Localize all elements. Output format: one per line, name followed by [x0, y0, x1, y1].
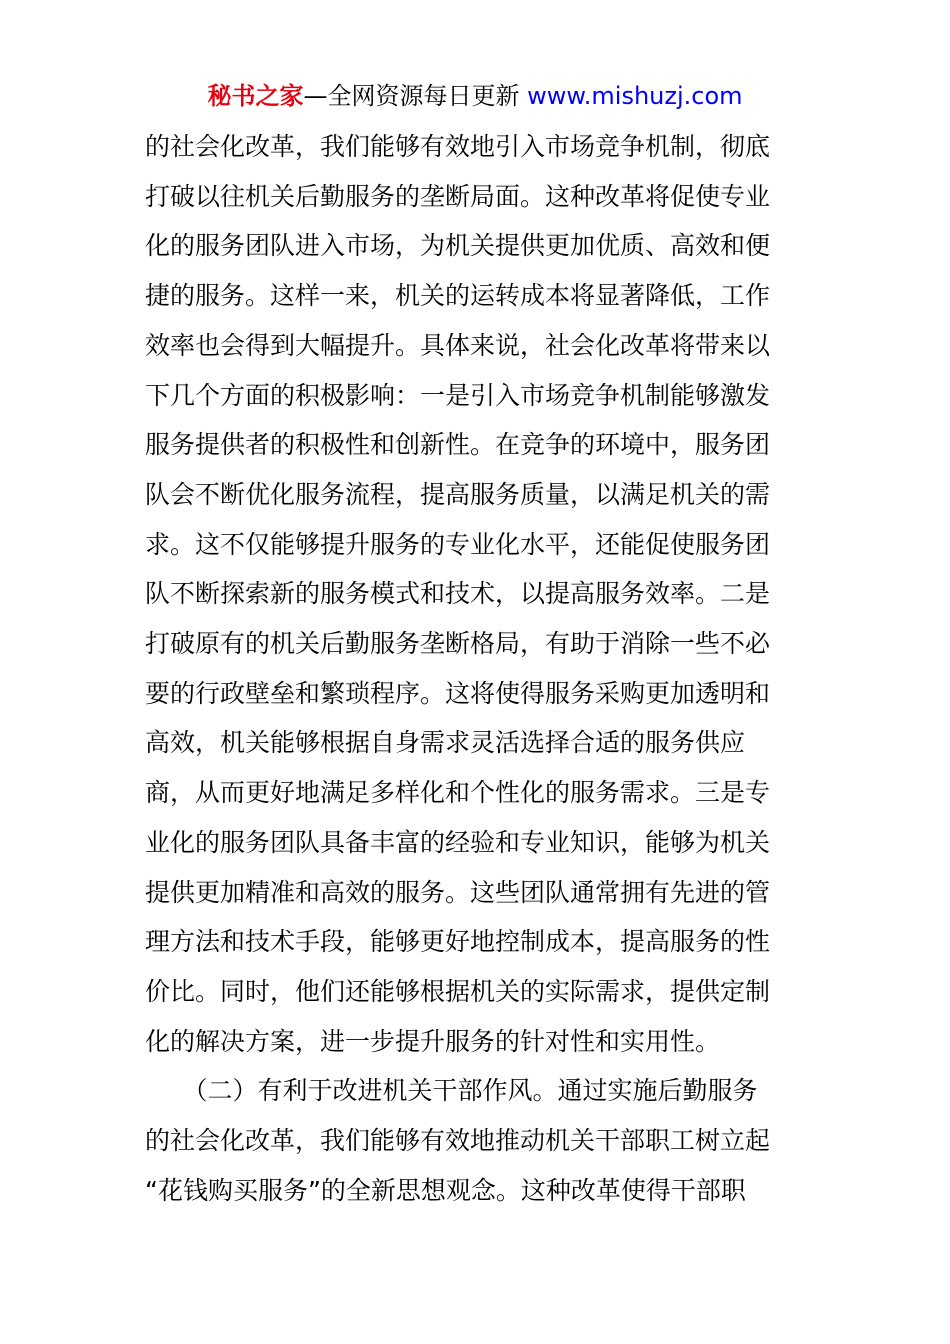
text-line: 打破原有的机关后勤服务垄断格局，有助于消除一些不必	[145, 629, 771, 659]
text-line: 捷的服务。这样一来，机关的运转成本将显著降低，工作	[145, 281, 771, 311]
text-line: 化的解决方案，进一步提升服务的针对性和实用性。	[145, 1026, 721, 1056]
document-body	[145, 122, 815, 1215]
text-line: 下几个方面的积极影响：一是引入市场竞争机制能够激发	[145, 380, 771, 410]
text-line: 业化的服务团队具备丰富的经验和专业知识，能够为机关	[145, 827, 771, 857]
text-line: 效率也会得到大幅提升。具体来说，社会化改革将带来以	[145, 330, 771, 360]
page-header	[0, 78, 950, 114]
text-line: 打破以往机关后勤服务的垄断局面。这种改革将促使专业	[145, 181, 771, 211]
section-heading-line: （二）有利于改进机关干部作风。通过实施后勤服务	[145, 1076, 758, 1106]
text-line: 的社会化改革，我们能够有效地引入市场竞争机制，彻底	[145, 132, 771, 161]
text-line: “花钱购买服务”的全新思想观念。这种改革使得干部职	[145, 1175, 746, 1205]
text-line: 队不断探索新的服务模式和技术，以提高服务效率。二是	[145, 579, 771, 609]
text-line: 理方法和技术手段，能够更好地控制成本，提高服务的性	[145, 927, 771, 957]
site-brand: 秘书之家	[207, 82, 304, 110]
site-slogan: —全网资源每日更新	[303, 82, 528, 110]
text-line: 队会不断优化服务流程，提高服务质量，以满足机关的需	[145, 479, 771, 509]
text-line: 的社会化改革，我们能够有效地推动机关干部职工树立起	[145, 1126, 771, 1156]
text-line: 商，从而更好地满足多样化和个性化的服务需求。三是专	[145, 778, 771, 808]
text-line: 要的行政壁垒和繁琐程序。这将使得服务采购更加透明和	[145, 678, 771, 708]
text-line: 求。这不仅能够提升服务的专业化水平，还能促使服务团	[145, 529, 771, 559]
text-line: 服务提供者的积极性和创新性。在竞争的环境中，服务团	[145, 430, 771, 460]
text-line: 化的服务团队进入市场，为机关提供更加优质、高效和便	[145, 231, 771, 261]
site-url-link[interactable]: www.mishuzj.com	[527, 82, 743, 110]
text-line: 价比。同时，他们还能够根据机关的实际需求，提供定制	[145, 976, 771, 1006]
text-line: 提供更加精准和高效的服务。这些团队通常拥有先进的管	[145, 877, 771, 907]
text-line: 高效，机关能够根据自身需求灵活选择合适的服务供应	[145, 728, 746, 758]
